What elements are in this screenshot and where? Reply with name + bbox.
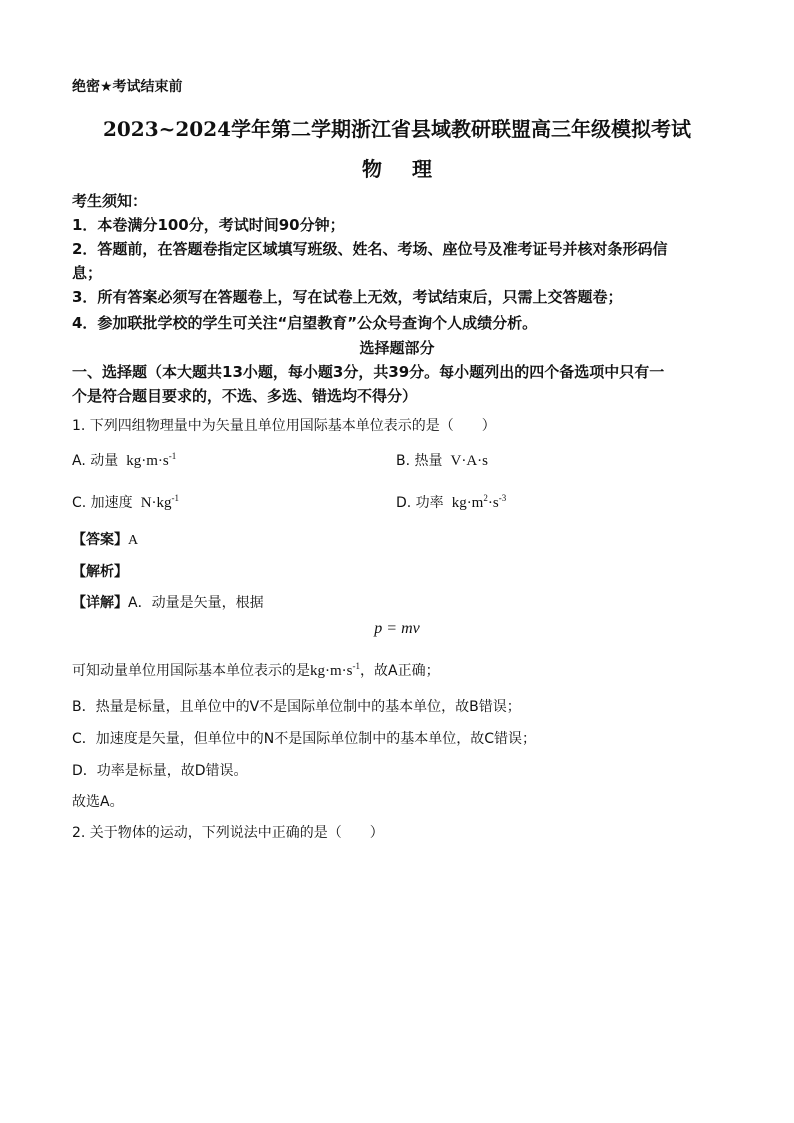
detail-intro: A．动量是矢量，根据 [128,595,264,611]
answer-tag: 【答案】 [72,532,128,548]
answer-value: A [128,533,139,548]
conclusion-line: 故选A。 [72,794,124,810]
notice-heading: 考生须知： [72,192,148,210]
section-heading-1: 一、选择题（本大题共13小题，每小题3分，共39分。每小题列出的四个备选项中只有一 [72,363,665,381]
explanation-1-exp: -1 [352,661,360,671]
detail-tag: 【详解】 [72,595,128,611]
exam-title: 2023~2024学年第二学期浙江省县域教研联盟高三年级模拟考试 [102,117,692,141]
subject-title: 物理 [362,157,462,181]
notice-item-4: 4．参加联批学校的学生可关注“启望教育”公众号查询个人成绩分析。 [72,314,538,332]
explanation-line-2: B．热量是标量，且单位中的V不是国际单位制中的基本单位，故B错误； [72,699,521,715]
explanation-1-text: 可知动量单位用国际基本单位表示的是 [72,663,310,679]
question-1-stem: 1. 下列四组物理量中为矢量且单位用国际基本单位表示的是（ ） [72,418,496,434]
option-b-label: B. 热量 [396,453,443,469]
confidential-label: 绝密★考试结束前 [72,79,183,95]
explanation-line-4: D．功率是标量，故D错误。 [72,763,248,779]
option-d-label: D. 功率 [396,495,444,511]
notice-item-2-cont: 息； [72,264,103,282]
option-b [396,450,488,470]
notice-item-2: 2．答题前，在答题卷指定区域填写班级、姓名、考场、座位号及准考证号并核对条形码信 [72,240,668,258]
option-c-exp: -1 [171,493,180,503]
option-a-exp: -1 [168,451,177,461]
option-c-label: C. 加速度 [72,495,133,511]
option-d [396,492,506,512]
analysis-tag: 【解析】 [72,564,128,580]
option-a-label: A. 动量 [72,453,119,469]
option-d-exp-1: 2 [483,493,488,503]
option-c [72,492,179,512]
option-d-exp-2: -3 [498,493,507,503]
option-c-unit: N·kg [140,495,172,511]
option-d-unit-2: ·s [487,495,499,511]
explanation-1-unit: kg·m·s [310,663,353,679]
explanation-1-tail: ，故A正确； [360,663,440,679]
detail-line [72,592,264,612]
option-b-unit: V·A·s [450,453,489,469]
notice-item-1: 1．本卷满分100分，考试时间90分钟； [72,216,345,234]
option-a-unit: kg·m·s [126,453,169,469]
option-d-unit: kg·m [451,495,484,511]
momentum-formula: p = mv [374,620,420,637]
part-title: 选择题部分 [359,339,435,357]
explanation-line-3: C．加速度是矢量，但单位中的N不是国际单位制中的基本单位，故C错误； [72,731,537,747]
answer-line [72,529,138,549]
question-2-stem: 2. 关于物体的运动，下列说法中正确的是（ ） [72,825,384,841]
section-heading-2: 个是符合题目要求的，不选、多选、错选均不得分） [72,387,418,405]
notice-item-3: 3．所有答案必须写在答题卷上，写在试卷上无效，考试结束后，只需上交答题卷； [72,288,623,306]
explanation-line-1 [72,660,440,680]
option-a [72,450,176,470]
